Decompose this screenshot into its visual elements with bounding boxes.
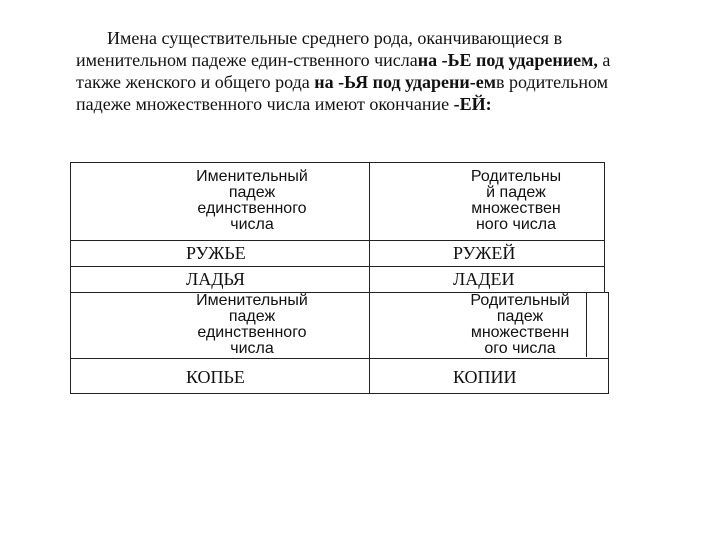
table-border-right-lower (608, 292, 609, 394)
row1-left-word: РУЖЬЕ (186, 243, 246, 263)
header2-right-line: множественн (470, 324, 570, 341)
rule-text-5: в родительном падеже множественного числа имеют окончание (76, 72, 609, 114)
header2-right-line: Родительный (470, 292, 570, 309)
header2-right-cell (445, 293, 595, 357)
header1-left-line: числа (230, 216, 274, 233)
rule-text-1: Имена существительные среднего рода, оканчивающиеся в именительном падеже един-ственного числа (76, 28, 563, 70)
header2-bottom-line (70, 358, 609, 359)
header1-right-line: ного числа (475, 216, 557, 233)
header2-right-line: падеж (496, 308, 544, 325)
table-border-bottom (70, 393, 609, 394)
header1-left-line: Именительный (196, 168, 308, 185)
header1-right-line: множествен (471, 200, 561, 217)
table-border-top (70, 162, 605, 163)
header1-left-cell (177, 169, 327, 233)
header2-left-cell (177, 293, 327, 357)
header2-left-line: числа (230, 340, 274, 357)
rule-text-4: на -ЬЯ под ударени-ем (314, 72, 497, 92)
row2-right-word: ЛАДЕИ (453, 269, 515, 289)
rule-text-3: а также женского и общего рода (76, 50, 611, 92)
header2-right-line: ого числа (484, 340, 556, 357)
table-border-middle (369, 162, 370, 394)
row3-left-word: КОПЬЕ (186, 367, 245, 387)
header2-left-line: падеж (228, 308, 276, 325)
header1-right-line: й падеж (486, 184, 546, 201)
header2-left-line: Именительный (196, 292, 308, 309)
header1-right-cell (441, 169, 591, 233)
row2-left-word: ЛАДЬЯ (186, 269, 245, 289)
header1-left-line: единственного (197, 200, 307, 217)
header2-left-line: единственного (197, 324, 307, 341)
header1-left-line: падеж (228, 184, 276, 201)
row1-bottom-line (70, 266, 605, 267)
header1-right-line: Родительны (470, 168, 562, 185)
table-border-left (70, 162, 71, 394)
header1-bottom-line (70, 240, 605, 241)
rule-paragraph (76, 27, 656, 115)
table-border-right (604, 162, 605, 292)
rule-text-6: -ЕЙ: (453, 94, 492, 114)
row3-right-word: КОПИИ (453, 367, 517, 387)
row1-right-word: РУЖЕЙ (453, 243, 516, 263)
rule-text-2: на -ЬЕ под ударением, (417, 50, 598, 70)
